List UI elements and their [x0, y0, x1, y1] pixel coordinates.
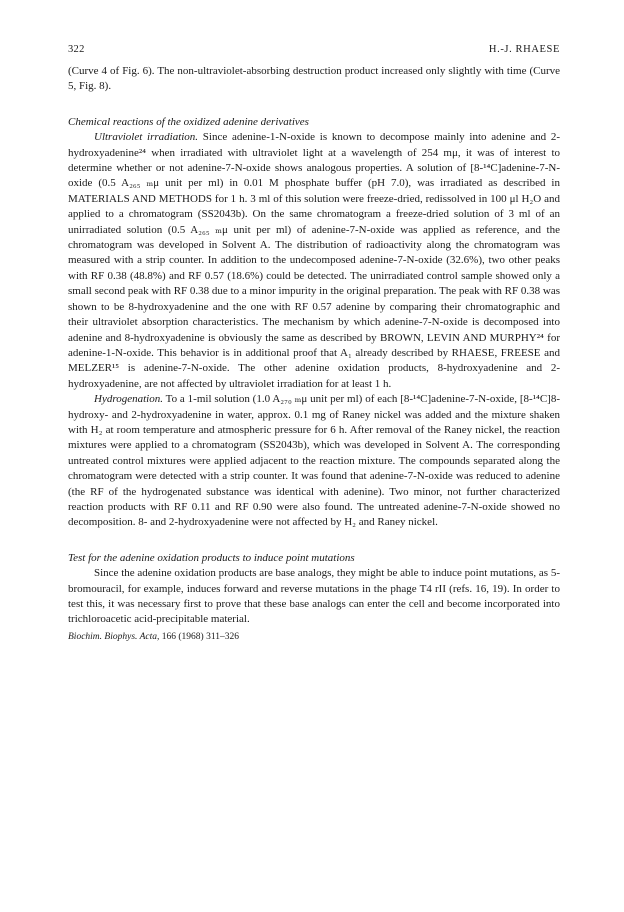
paragraph-point-mutations: Since the adenine oxidation products are base analogs, they might be able to induce point mutations, as 5-bromouracil, for example, induces forward and reverse mutations in the phage T4 rII (refs. 16, 19). In order to test this, it was necessary first to prove that these base analogs can enter the cell and become incorporated into trichloroacetic acid-precipitable material. [68, 567, 560, 626]
paragraph-uv-irradiation [68, 130, 560, 392]
section-title-chemical-reactions: Chemical reactions of the oxidized adenine derivatives [68, 115, 309, 128]
intro-paragraph: (Curve 4 of Fig. 6). The non-ultraviolet-absorbing destruction product increased only slightly with time (Curve 5, Fig. 8). [68, 65, 560, 93]
page-number: 322 [68, 44, 85, 55]
footer-citation: 166 (1968) 311–326 [161, 631, 239, 642]
paper-page [68, 44, 560, 642]
journal-footer [68, 632, 560, 642]
paragraph-hydrogenation [68, 392, 560, 531]
running-header [68, 44, 560, 64]
section-title-point-mutations: Test for the adenine oxidation products to induce point mutations [68, 551, 355, 564]
run-in-heading-uv: Ultraviolet irradiation. [94, 131, 199, 144]
run-in-heading-hydrogenation: Hydrogenation. [94, 393, 163, 406]
running-head-author: H.-J. RHAESE [488, 44, 560, 55]
hydrogenation-body: To a 1-mil solution (1.0 A₂₇₀ ₘμ unit per ml) of each [8-¹⁴C]adenine-7-N-oxide, [8-¹⁴C]8-hydroxy- and 2-hydroxyadenine in water, approx. 0.1 mg of Raney nickel was added and the mixture shaken with H₂ at room temperature and atmospheric pressure for 6 h. After removal of the Raney nickel, the reaction mixtures were applied to a chromatogram (SS2043b), which was developed in Solvent A. The corresponding untreated control mixtures were applied adjacent to the reaction mixture. The compounds separated along the chromatogram were detected with a strip counter. It was found that adenine-7-N-oxide was reduced to adenine (the RF of the hydrogenated substance was identical with adenine). Two minor, not further characterized reaction products with RF 0.11 and RF 0.90 were also found. The untreated adenine-7-N-oxide showed no decomposition. 8- and 2-hydroxyadenine were not affected by H₂ and Raney nickel. [68, 393, 560, 529]
footer-journal: Biochim. Biophys. Acta, [68, 631, 160, 642]
uv-irradiation-body: Since adenine-1-N-oxide is known to decompose mainly into adenine and 2-hydroxyadenine²⁴ when irradiated with ultraviolet light at a wavelength of 254 mμ, it was of interest to determine whether or not adenine-7-N-oxide shows analogous properties. A solution of [8-¹⁴C]adenine-7-N-oxide (0.5 A₂₆₅ ₘμ unit per ml) in 0.01 M phosphate buffer (pH 7.0), was irradiated as described in MATERIALS AND METHODS for 1 h. 3 ml of this solution were freeze-dried, redissolved in 100 μl H₂O and applied to a chromatogram (SS2043b). On the same chromatogram a freeze-dried solution of 3 ml of an unirradiated solution (0.5 A₂₆₅ ₘμ unit per ml) of adenine-7-N-oxide was applied as reference, and the chromatogram was developed in Solvent A. The distribution of radioactivity along the chromatogram was measured with a strip counter. In addition to the undecomposed adenine-7-N-oxide (32.6%), two other peaks with RF 0.38 (48.8%) and RF 0.57 (18.6%) could be detected. The unirradiated control sample showed only a small second peak with RF 0.38 due to a minor impurity in the original preparation. The peak with RF 0.38 was shown to be 8-hydroxyadenine and the one with RF 0.57 adenine by comparing their chromatographic and their ultraviolet absorption characteristics. The mechanism by which adenine-7-N-oxide is decomposed into adenine and 8-hydroxyadenine is obviously the same as described by BROWN, LEVIN AND MURPHY²⁴ for adenine-1-N-oxide. This behavior is in additional proof that A₁ already described by RHAESE, FREESE and MELZER¹⁵ is adenine-7-N-oxide. The other adenine oxidation products, 8-hydroxyadenine and 2-hydroxyadenine, are not affected by ultraviolet irradiation for at least 1 h. [68, 131, 561, 390]
